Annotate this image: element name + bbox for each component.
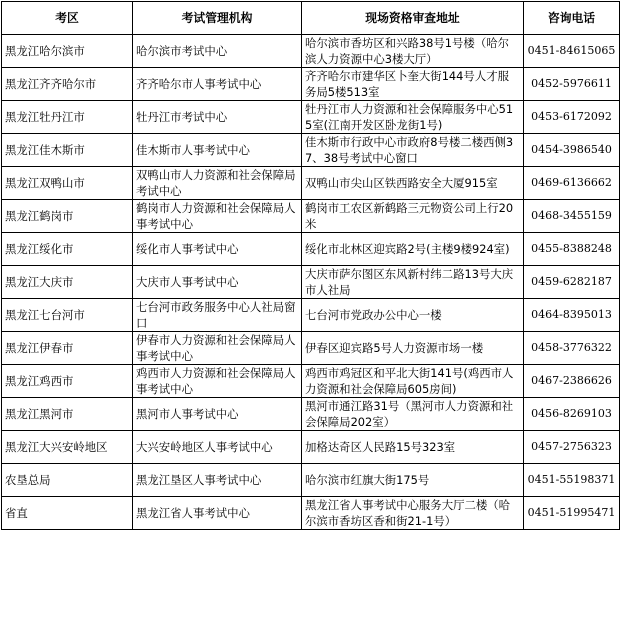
cell-area: 黑龙江鸡西市 — [2, 365, 133, 398]
table-row — [2, 332, 620, 365]
exam-center-table — [1, 1, 620, 530]
header-org: 考试管理机构 — [133, 2, 302, 35]
cell-phone: 0458-3776322 — [524, 332, 620, 365]
cell-area: 黑龙江绥化市 — [2, 233, 133, 266]
cell-org: 佳木斯市人事考试中心 — [133, 134, 302, 167]
cell-address: 绥化市北林区迎宾路2号(主楼9楼924室) — [302, 233, 524, 266]
cell-phone: 0467-2386626 — [524, 365, 620, 398]
cell-area: 黑龙江大庆市 — [2, 266, 133, 299]
cell-org: 七台河市政务服务中心人社局窗口 — [133, 299, 302, 332]
cell-phone: 0469-6136662 — [524, 167, 620, 200]
cell-area: 省直 — [2, 497, 133, 530]
cell-address: 伊春区迎宾路5号人力资源市场一楼 — [302, 332, 524, 365]
cell-address: 鹤岗市工农区新鹤路三元物资公司上行20米 — [302, 200, 524, 233]
table-body — [2, 35, 620, 530]
cell-area: 黑龙江大兴安岭地区 — [2, 431, 133, 464]
cell-address: 齐齐哈尔市建华区卜奎大街144号人才服务局5楼513室 — [302, 68, 524, 101]
table-row — [2, 68, 620, 101]
cell-org: 鹤岗市人力资源和社会保障局人事考试中心 — [133, 200, 302, 233]
cell-org: 黑龙江垦区人事考试中心 — [133, 464, 302, 497]
cell-org: 黑河市人事考试中心 — [133, 398, 302, 431]
cell-org: 双鸭山市人力资源和社会保障局考试中心 — [133, 167, 302, 200]
cell-phone: 0453-6172092 — [524, 101, 620, 134]
cell-org: 绥化市人事考试中心 — [133, 233, 302, 266]
table-row — [2, 134, 620, 167]
cell-area: 黑龙江黑河市 — [2, 398, 133, 431]
cell-phone: 0452-5976611 — [524, 68, 620, 101]
cell-phone: 0455-8388248 — [524, 233, 620, 266]
header-area: 考区 — [2, 2, 133, 35]
table-header-row — [2, 2, 620, 35]
cell-phone: 0451-55198371 — [524, 464, 620, 497]
cell-address: 七台河市党政办公中心一楼 — [302, 299, 524, 332]
cell-org: 黑龙江省人事考试中心 — [133, 497, 302, 530]
cell-address: 哈尔滨市香坊区和兴路38号1号楼（哈尔滨人力资源中心3楼大厅） — [302, 35, 524, 68]
table-row — [2, 431, 620, 464]
cell-area: 黑龙江齐齐哈尔市 — [2, 68, 133, 101]
cell-phone: 0457-2756323 — [524, 431, 620, 464]
cell-area: 黑龙江七台河市 — [2, 299, 133, 332]
cell-area: 黑龙江鹤岗市 — [2, 200, 133, 233]
cell-address: 黑龙江省人事考试中心服务大厅二楼（哈尔滨市香坊区香和街21-1号） — [302, 497, 524, 530]
table-row — [2, 299, 620, 332]
cell-area: 黑龙江佳木斯市 — [2, 134, 133, 167]
table-row — [2, 233, 620, 266]
cell-address: 鸡西市鸡冠区和平北大街141号(鸡西市人力资源和社会保障局605房间) — [302, 365, 524, 398]
cell-phone: 0468-3455159 — [524, 200, 620, 233]
table-row — [2, 464, 620, 497]
cell-address: 双鸭山市尖山区铁西路安全大厦915室 — [302, 167, 524, 200]
cell-phone: 0456-8269103 — [524, 398, 620, 431]
cell-org: 大庆市人事考试中心 — [133, 266, 302, 299]
cell-phone: 0454-3986540 — [524, 134, 620, 167]
cell-area: 黑龙江哈尔滨市 — [2, 35, 133, 68]
cell-address: 加格达奇区人民路15号323室 — [302, 431, 524, 464]
cell-area: 黑龙江牡丹江市 — [2, 101, 133, 134]
table-row — [2, 497, 620, 530]
header-address: 现场资格审查地址 — [302, 2, 524, 35]
cell-phone: 0459-6282187 — [524, 266, 620, 299]
cell-phone: 0451-51995471 — [524, 497, 620, 530]
table-row — [2, 365, 620, 398]
cell-area: 农垦总局 — [2, 464, 133, 497]
cell-address: 牡丹江市人力资源和社会保障服务中心515室(江南开发区卧龙街1号) — [302, 101, 524, 134]
cell-org: 齐齐哈尔市人事考试中心 — [133, 68, 302, 101]
cell-address: 黑河市通江路31号（黑河市人力资源和社会保障局202室） — [302, 398, 524, 431]
table-row — [2, 266, 620, 299]
cell-phone: 0451-84615065 — [524, 35, 620, 68]
cell-org: 牡丹江市考试中心 — [133, 101, 302, 134]
header-phone: 咨询电话 — [524, 2, 620, 35]
cell-phone: 0464-8395013 — [524, 299, 620, 332]
table-row — [2, 398, 620, 431]
cell-address: 大庆市萨尔图区东风新村纬二路13号大庆市人社局 — [302, 266, 524, 299]
cell-org: 伊春市人力资源和社会保障局人事考试中心 — [133, 332, 302, 365]
cell-area: 黑龙江伊春市 — [2, 332, 133, 365]
table-row — [2, 35, 620, 68]
cell-org: 鸡西市人力资源和社会保障局人事考试中心 — [133, 365, 302, 398]
cell-area: 黑龙江双鸭山市 — [2, 167, 133, 200]
table-row — [2, 101, 620, 134]
table-row — [2, 167, 620, 200]
table-row — [2, 200, 620, 233]
cell-address: 佳木斯市行政中心市政府8号楼二楼西侧37、38号考试中心窗口 — [302, 134, 524, 167]
cell-org: 哈尔滨市考试中心 — [133, 35, 302, 68]
cell-address: 哈尔滨市红旗大街175号 — [302, 464, 524, 497]
cell-org: 大兴安岭地区人事考试中心 — [133, 431, 302, 464]
